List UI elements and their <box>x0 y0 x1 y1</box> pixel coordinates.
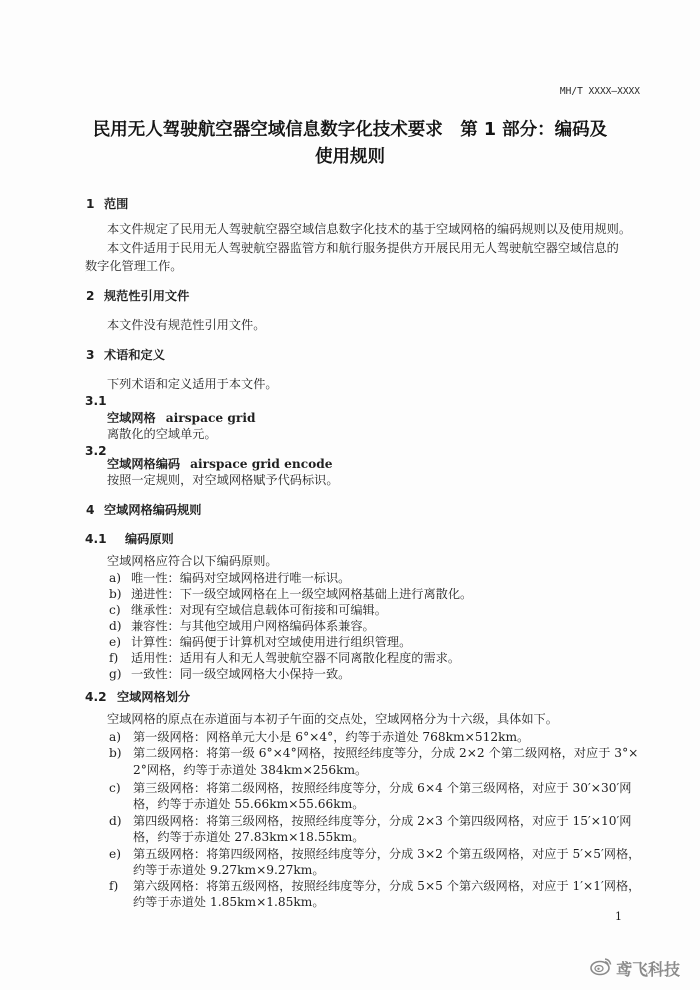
document-title-line-2: 使用规则 <box>315 147 385 167</box>
watermark-text: 鸢飞科技 <box>616 959 681 979</box>
paragraph-line: 本文件没有规范性引用文件。 <box>107 318 266 332</box>
section-number: 3 <box>86 348 95 362</box>
list-marker: a) <box>109 571 122 585</box>
list-marker: g) <box>109 667 122 681</box>
list-marker: d) <box>109 619 122 633</box>
watermark <box>590 955 680 981</box>
page-number: 1 <box>615 910 622 923</box>
list-item-text: 递进性：下一级空域网格在上一级空域网格基础上进行离散化。 <box>131 587 473 601</box>
list-marker: c) <box>109 603 121 617</box>
list-item-text: 一致性：同一级空域网格大小保持一致。 <box>131 667 351 681</box>
weibo-logo-icon <box>590 956 612 980</box>
list-item-continuation: 格，约等于赤道处 55.66km×55.66km。 <box>133 797 365 811</box>
list-marker: d) <box>109 814 122 828</box>
term-en: airspace grid encode <box>190 457 333 471</box>
document-title-line-1: 民用无人驾驶航空器空域信息数字化技术要求 第 1 部分：编码及 <box>92 120 608 140</box>
paragraph-line: 空域网格的原点在赤道面与本初子午面的交点处，空域网格分为十六级，具体如下。 <box>107 712 558 726</box>
list-item-text: 第三级网格：将第二级网格，按照经纬度等分，分成 6×4 个第三级网格，对应于 30′×30′网 <box>133 781 632 795</box>
list-item-text: 兼容性：与其他空域用户网格编码体系兼容。 <box>131 619 375 633</box>
list-item-text: 计算性：编码便于计算机对空域使用进行组织管理。 <box>131 635 412 649</box>
list-item-text: 适用性：适用有人和无人驾驶航空器不同离散化程度的需求。 <box>131 651 461 665</box>
term-en: airspace grid <box>165 411 256 425</box>
subsection-title: 编码原则 <box>125 532 174 546</box>
section-title: 术语和定义 <box>104 348 165 362</box>
list-item-continuation: 约等于赤道处 9.27km×9.27km。 <box>133 863 325 877</box>
paragraph-line: 本文件适用于民用无人驾驶航空器监管方和航行服务提供方开展民用无人驾驶航空器空域信息的 <box>107 241 619 255</box>
list-item-text: 第一级网格：网格单元大小是 6°×4°，约等于赤道处 768km×512km。 <box>133 730 530 744</box>
section-number: 1 <box>86 197 95 211</box>
term-definition: 离散化的空域单元。 <box>107 427 217 441</box>
paragraph-line: 空域网格应符合以下编码原则。 <box>107 554 278 568</box>
list-marker: a) <box>109 730 122 744</box>
section-number: 4 <box>86 503 95 517</box>
subsection-title: 空域网格划分 <box>117 690 191 704</box>
section-title: 范围 <box>104 197 129 211</box>
list-item-continuation: 格，约等于赤道处 27.83km×18.55km。 <box>133 830 365 844</box>
paragraph-line: 本文件规定了民用无人驾驶航空器空域信息数字化技术的基于空域网格的编码规则以及使用规则。 <box>107 222 632 236</box>
section-number: 2 <box>86 289 95 303</box>
paragraph-line: 下列术语和定义适用于本文件。 <box>107 377 278 391</box>
term-entry <box>107 456 333 472</box>
list-item-continuation: 约等于赤道处 1.85km×1.85km。 <box>133 895 325 909</box>
term-zh: 空域网格编码 <box>107 457 181 471</box>
list-item-text: 继承性：对现有空域信息载体可衔接和可编辑。 <box>131 603 387 617</box>
list-marker: b) <box>109 587 122 601</box>
list-marker: e) <box>109 635 121 649</box>
list-item-continuation: 2°网格，约等于赤道处 384km×256km。 <box>133 763 368 777</box>
term-number: 3.1 <box>85 394 107 408</box>
subsection-number: 4.2 <box>85 690 107 704</box>
section-title: 空域网格编码规则 <box>104 503 202 517</box>
list-item-text: 第五级网格：将第四级网格，按照经纬度等分，分成 3×2 个第五级网格，对应于 5′×5′网格， <box>133 847 641 861</box>
list-marker: c) <box>109 781 121 795</box>
term-definition: 按照一定规则，对空域网格赋予代码标识。 <box>107 473 339 487</box>
term-number: 3.2 <box>85 444 107 458</box>
subsection-number: 4.1 <box>85 532 107 546</box>
list-marker: f) <box>109 879 119 893</box>
list-item-text: 唯一性：编码对空域网格进行唯一标识。 <box>131 571 351 585</box>
document-code: MH/T XXXX—XXXX <box>559 86 640 97</box>
list-marker: f) <box>109 651 119 665</box>
list-item-text: 第六级网格：将第五级网格，按照经纬度等分，分成 5×5 个第六级网格，对应于 1′×1′网格， <box>133 879 641 893</box>
term-entry <box>107 410 256 426</box>
list-item-text: 第二级网格：将第一级 6°×4°网格，按照经纬度等分，分成 2×2 个第二级网格，对应于 3°× <box>133 746 639 760</box>
term-zh: 空域网格 <box>107 411 156 425</box>
section-title: 规范性引用文件 <box>104 289 190 303</box>
list-item-text: 第四级网格：将第三级网格，按照经纬度等分，分成 2×3 个第四级网格，对应于 15′×10′网 <box>133 814 632 828</box>
list-marker: b) <box>109 746 122 760</box>
paragraph-line: 数字化管理工作。 <box>85 259 183 273</box>
list-marker: e) <box>109 847 121 861</box>
